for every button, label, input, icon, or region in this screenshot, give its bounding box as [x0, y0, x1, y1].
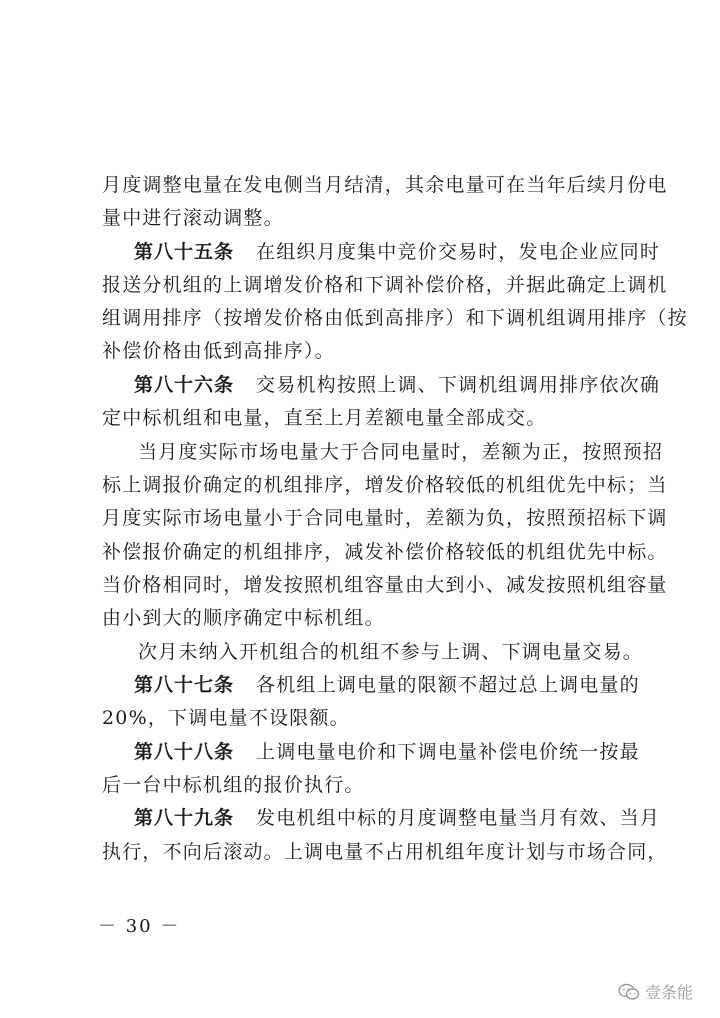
text-line: 交易机构按照上调、下调机组调用排序依次确: [256, 374, 661, 396]
article-87: [134, 673, 640, 697]
article-89-title: 第八十九条: [134, 807, 235, 829]
article-85-title: 第八十五条: [134, 241, 235, 263]
text-line: 上调电量电价和下调电量补偿电价统一按最: [256, 741, 640, 763]
text-line: 量中进行滚动调整。: [102, 207, 284, 229]
article-89: [134, 806, 660, 830]
text-line: 由小到大的顺序确定中标机组。: [102, 607, 385, 629]
text-line: 组调用排序（按增发价格由低到高排序）和下调机组调用排序（按: [102, 307, 688, 329]
watermark: [618, 980, 693, 1003]
watermark-text: 壹条能: [645, 983, 694, 1002]
text-line: 报送分机组的上调增发价格和下调补偿价格，并据此确定上调机: [102, 274, 668, 296]
page-number: － 30 －: [98, 916, 181, 937]
wechat-icon: [618, 983, 640, 1001]
text-line: 补偿报价确定的机组排序，减发补偿价格较低的机组优先中标。: [102, 541, 668, 563]
text-line: 发电机组中标的月度调整电量当月有效、当月: [256, 807, 661, 829]
text-line: 当价格相同时，增发按照机组容量由大到小、减发按照机组容量: [102, 574, 668, 596]
text-line: 补偿价格由低到高排序）。: [102, 340, 335, 362]
text-line: 各机组上调电量的限额不超过总上调电量的: [256, 674, 640, 696]
text-line: 月度调整电量在发电侧当月结清，其余电量可在当年后续月份电: [102, 174, 668, 196]
text-line: 后一台中标机组的报价执行。: [102, 774, 365, 796]
article-86-title: 第八十六条: [134, 374, 235, 396]
text-line: 标上调报价确定的机组排序，增发价格较低的机组优先中标；当: [102, 474, 668, 496]
text-line: 当月度实际市场电量大于合同电量时，差额为正，按照预招: [138, 441, 664, 463]
text-line: 次月未纳入开机组合的机组不参与上调、下调电量交易。: [138, 641, 644, 663]
article-87-title: 第八十七条: [134, 674, 235, 696]
text-line: 执行，不向后滚动。上调电量不占用机组年度计划与市场合同，: [102, 841, 668, 863]
article-88: [134, 740, 640, 764]
article-86: [134, 373, 660, 397]
text-line: 定中标机组和电量，直至上月差额电量全部成交。: [102, 407, 547, 429]
text-line: 月度实际市场电量小于合同电量时，差额为负，按照预招标下调: [102, 507, 668, 529]
article-85: [134, 240, 660, 264]
article-88-title: 第八十八条: [134, 741, 235, 763]
text-line: 20%，下调电量不设限额。: [102, 707, 350, 729]
text-line: 在组织月度集中竞价交易时，发电企业应同时: [256, 241, 661, 263]
